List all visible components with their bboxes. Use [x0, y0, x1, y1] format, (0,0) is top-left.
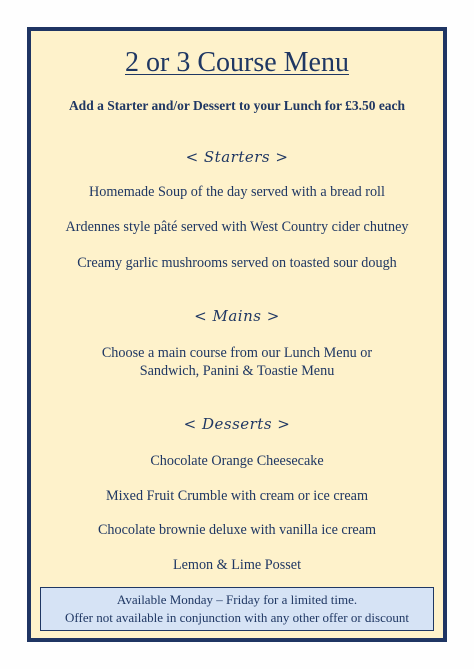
dessert-item: Lemon & Lime Posset [172, 557, 302, 573]
mains-text-line-1: Choose a main course from our Lunch Menu or [101, 345, 373, 361]
menu-frame [27, 27, 447, 642]
mains-heading: < Mains > [194, 307, 280, 325]
menu-title: 2 or 3 Course Menu [125, 47, 349, 78]
availability-line: Available Monday – Friday for a limited time. [116, 592, 358, 607]
menu-subtitle: Add a Starter and/or Dessert to your Lunch for £3.50 each [68, 98, 406, 113]
starter-item: Homemade Soup of the day served with a bread roll [89, 184, 385, 200]
offer-terms-line: Offer not available in conjunction with any other offer or discount [65, 610, 409, 625]
dessert-item: Chocolate brownie deluxe with vanilla ice cream [97, 522, 377, 538]
mains-text-line-2: Sandwich, Panini & Toastie Menu [139, 363, 335, 379]
dessert-item: Mixed Fruit Crumble with cream or ice cream [106, 488, 368, 504]
starter-item: Ardennes style pâté served with West Country cider chutney [65, 219, 409, 235]
availability-notice [40, 587, 434, 631]
dessert-item: Chocolate Orange Cheesecake [150, 453, 324, 469]
starter-item: Creamy garlic mushrooms served on toasted sour dough [77, 255, 397, 271]
desserts-heading: < Desserts > [183, 415, 291, 433]
starters-heading: < Starters > [185, 148, 289, 166]
